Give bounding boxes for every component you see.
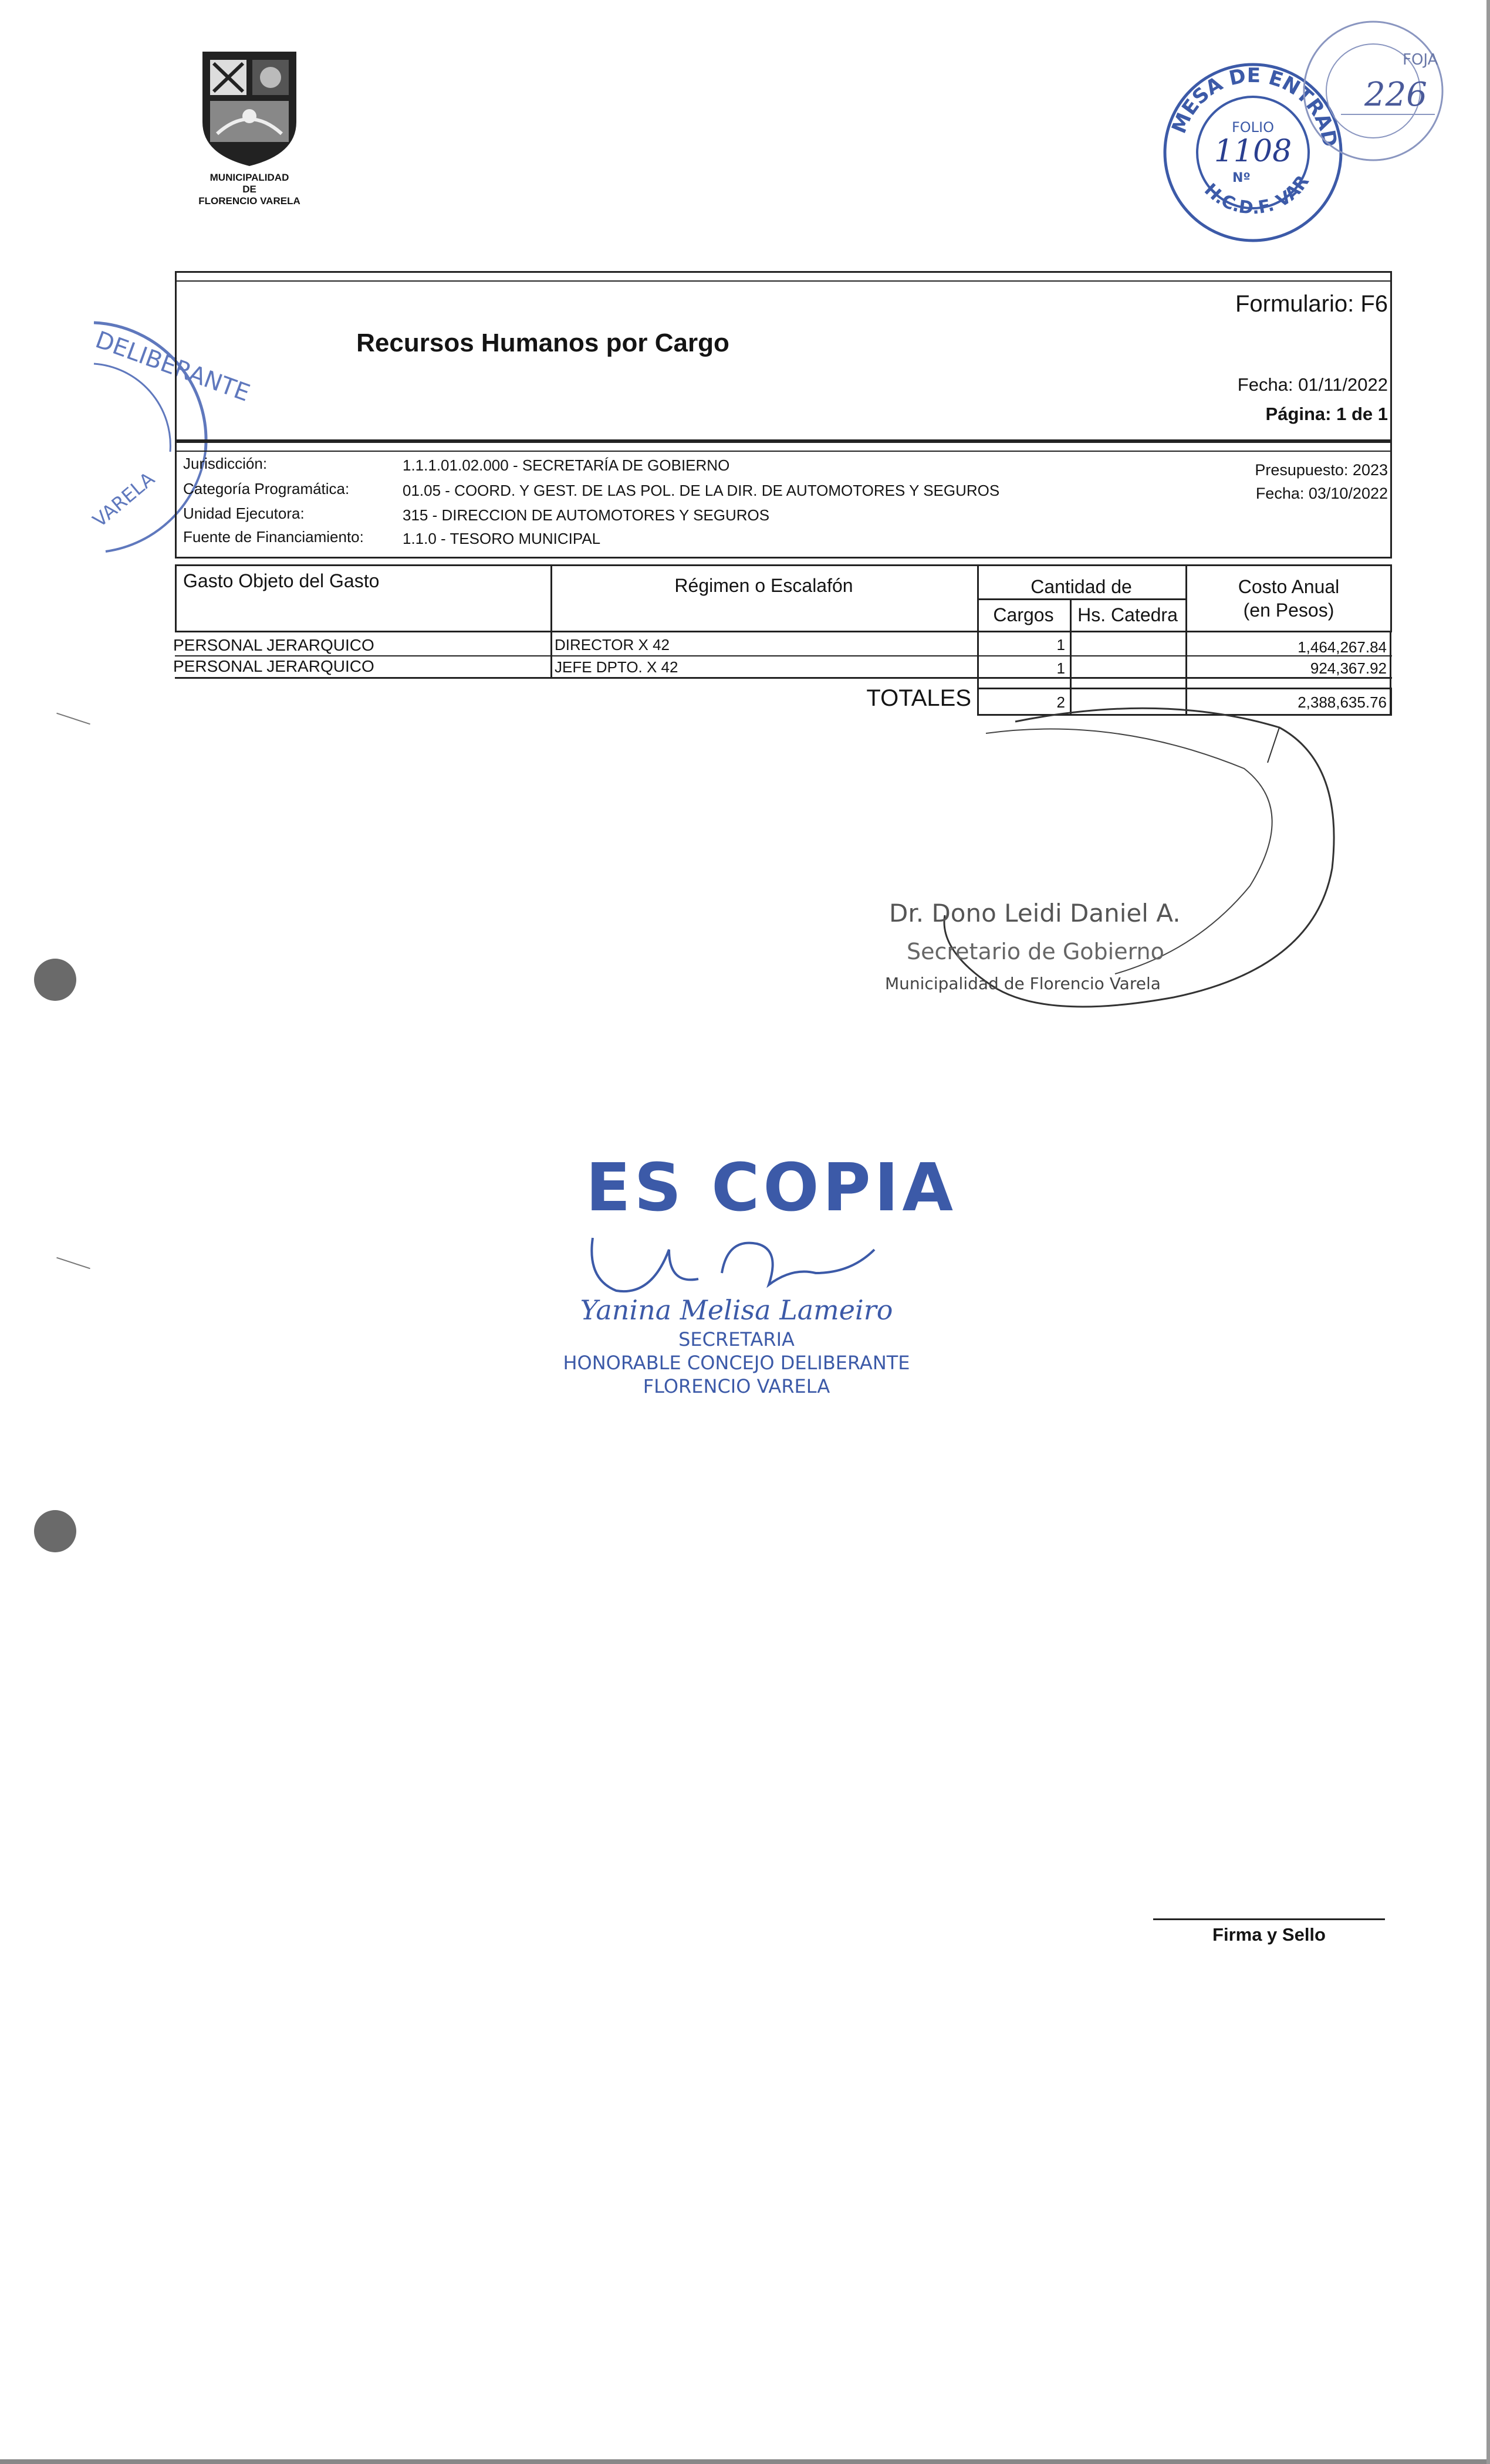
cell-cargos: 1 <box>1056 659 1065 677</box>
col-hs-header: Hs. Catedra <box>1077 604 1178 625</box>
folio-label: FOLIO <box>1231 119 1275 136</box>
foja-value: 226 <box>1364 76 1427 114</box>
copia-name: Yanina Melisa Lameiro <box>580 1294 893 1326</box>
folio-value: 1108 <box>1214 134 1292 169</box>
totales-costo: 2,388,635.76 <box>1298 693 1387 711</box>
cell-gasto: PERSONAL JERARQUICO <box>173 657 374 675</box>
totales-label: TOTALES <box>866 685 971 711</box>
report-page: Página: 1 de 1 <box>1265 404 1388 424</box>
page-bottom-edge <box>0 2459 1490 2464</box>
cell-costo: 1,464,267.84 <box>1298 638 1387 656</box>
table-row <box>173 632 1392 656</box>
copia-stamp-title: ES COPIA <box>586 1150 957 1226</box>
col-regimen-header: Régimen o Escalafón <box>674 575 853 596</box>
cell-costo: 924,367.92 <box>1310 659 1387 677</box>
muni-line1: MUNICIPALIDAD <box>210 172 289 183</box>
info-value-jurisdiccion: 1.1.1.01.02.000 - SECRETARÍA DE GOBIERNO <box>403 456 730 474</box>
col-cargos-header: Cargos <box>993 604 1054 625</box>
punch-hole-top <box>34 959 76 1001</box>
report-date: Fecha: 01/11/2022 <box>1237 374 1388 395</box>
folio-no-label: Nº <box>1232 171 1251 185</box>
copia-org1: HONORABLE CONCEJO DELIBERANTE <box>563 1352 910 1374</box>
info-value-unidad: 315 - DIRECCION DE AUTOMOTORES Y SEGUROS <box>403 506 770 524</box>
info-value-fuente: 1.1.0 - TESORO MUNICIPAL <box>403 530 601 547</box>
table-row <box>173 656 1392 677</box>
firma-label: Firma y Sello <box>1212 1924 1326 1945</box>
punch-hole-bottom <box>34 1510 76 1552</box>
form-code: Formulario: F6 <box>1235 291 1388 317</box>
copia-org2: FLORENCIO VARELA <box>643 1375 830 1397</box>
foja-stamp <box>1300 18 1447 164</box>
cell-regimen: JEFE DPTO. X 42 <box>555 658 678 676</box>
info-label-fuente: Fuente de Financiamiento: <box>183 528 364 546</box>
foja-ring-icon <box>1300 18 1447 164</box>
cell-cargos: 1 <box>1056 636 1065 654</box>
col-costo-unit: (en Pesos) <box>1243 600 1334 621</box>
cantidad-sub-divider <box>977 598 1185 600</box>
info-label-categoria: Categoría Programática: <box>183 480 350 497</box>
foja-label: FOJA <box>1403 51 1438 69</box>
edge-mark <box>56 1257 90 1269</box>
info-label-jurisdiccion: Jurisdicción: <box>183 455 268 472</box>
left-stamp-top: DELIBERANTE <box>92 326 254 407</box>
muni-name <box>170 172 329 207</box>
info-value-categoria: 01.05 - COORD. Y GEST. DE LAS POL. DE LA DIR. DE AUTOMOTORES Y SEGUROS <box>403 482 1000 499</box>
copia-role: SECRETARIA <box>678 1328 795 1351</box>
crest-shield-icon <box>200 52 299 169</box>
cell-regimen: DIRECTOR X 42 <box>555 636 670 654</box>
info-fecha: Fecha: 03/10/2022 <box>1255 485 1388 502</box>
col-costo-header <box>1185 575 1392 622</box>
municipal-crest <box>200 52 299 169</box>
totales-cargos: 2 <box>1056 693 1065 711</box>
info-presupuesto: Presupuesto: 2023 <box>1255 461 1388 479</box>
report-title: Recursos Humanos por Cargo <box>356 329 729 357</box>
col-costo-label: Costo Anual <box>1238 576 1340 597</box>
signature-scribble <box>869 692 1350 1079</box>
muni-line3: FLORENCIO VARELA <box>198 195 300 207</box>
firma-line <box>1153 1918 1385 1920</box>
signature-scribble-icon <box>869 692 1350 1079</box>
col-gasto-header: Gasto Objeto del Gasto <box>183 570 380 591</box>
stamp-ring-text: MESA DE ENTRAD <box>1167 63 1342 149</box>
header-top-divider <box>175 280 1392 282</box>
signer1-org: Municipalidad de Florencio Varela <box>885 974 1161 993</box>
col-cantidad-header: Cantidad de <box>1031 576 1132 597</box>
edge-mark <box>56 713 90 725</box>
left-stamp-bottom: VARELA <box>88 467 159 532</box>
stamp-bottom-text: H.C.D.F. VAR <box>1200 171 1313 219</box>
signer1-name: Dr. Dono Leidi Daniel A. <box>889 899 1181 928</box>
muni-line2: DE <box>242 184 256 195</box>
signer1-role: Secretario de Gobierno <box>907 939 1164 964</box>
info-label-unidad: Unidad Ejecutora: <box>183 505 305 522</box>
info-top-divider <box>175 451 1392 452</box>
page-right-edge <box>1486 0 1490 2464</box>
cell-gasto: PERSONAL JERARQUICO <box>173 636 374 654</box>
